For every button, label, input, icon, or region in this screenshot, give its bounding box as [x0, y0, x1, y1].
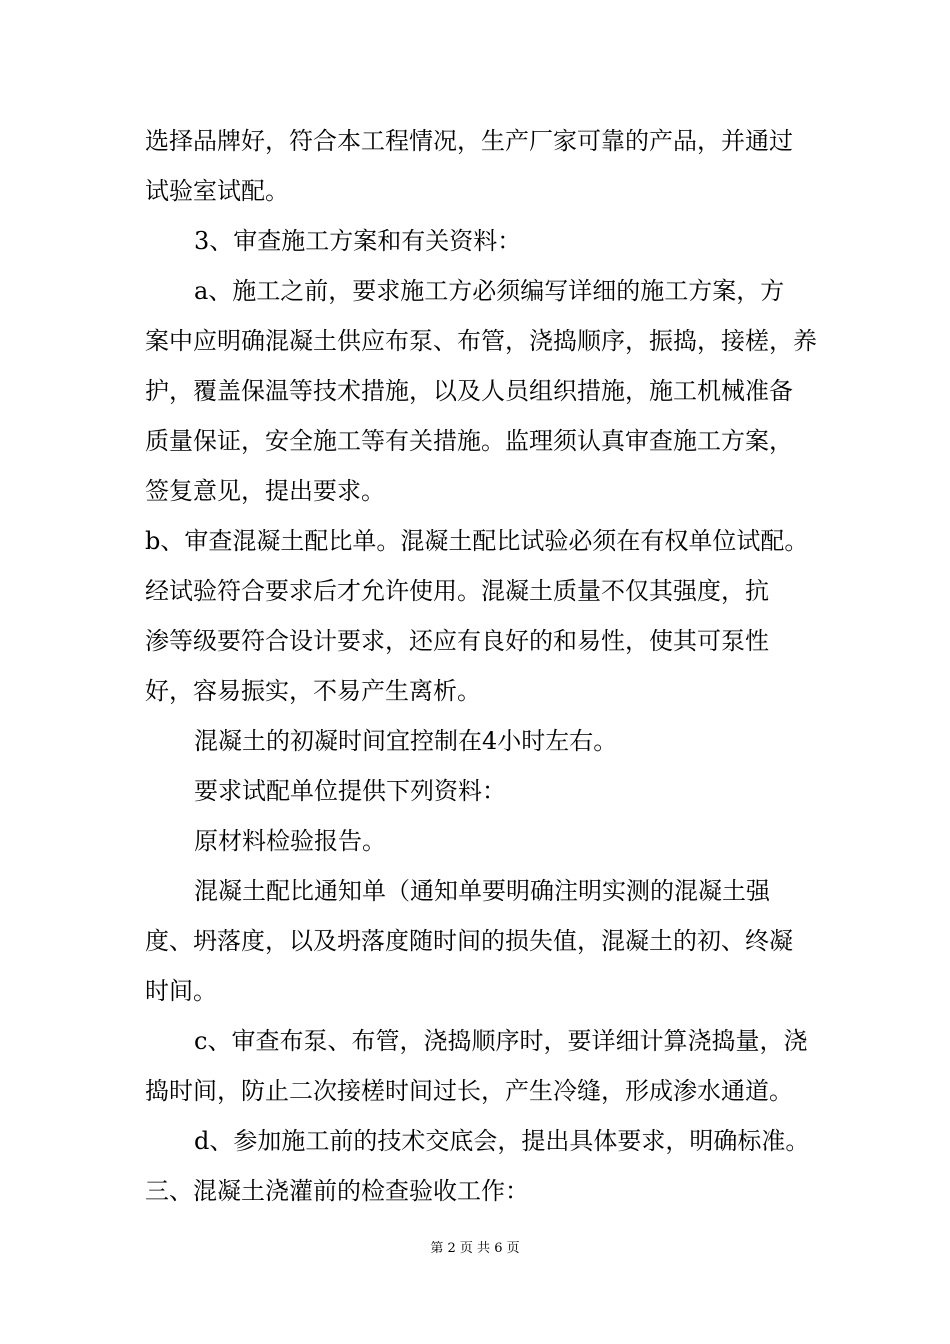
text-line: 时间。 — [145, 977, 217, 1005]
text-line: 经试验符合要求后才允许使用。混凝土质量不仅其强度，抗 — [145, 577, 769, 605]
text-line: 试验室试配。 — [145, 177, 289, 205]
text-line: 混凝土配比通知单（通知单要明确注明实测的混凝土强 — [194, 877, 770, 905]
text-line: 渗等级要符合设计要求，还应有良好的和易性，使其可泵性 — [145, 627, 769, 655]
text-line: a、施工之前，要求施工方必须编写详细的施工方案，方 — [194, 277, 785, 305]
text-line: 案中应明确混凝土供应布泵、布管，浇捣顺序，振捣，接槎，养 — [145, 327, 817, 355]
section-heading: 三、混凝土浇灌前的检查验收工作： — [145, 1177, 529, 1205]
text-line: c、审查布泵、布管，浇捣顺序时，要详细计算浇捣量，浇 — [194, 1027, 808, 1055]
text-line: 要求试配单位提供下列资料： — [194, 777, 506, 805]
section-heading: 3、审查施工方案和有关资料： — [194, 227, 522, 255]
page-footer — [0, 1240, 950, 1258]
text-line: 混凝土的初凝时间宜控制在4小时左右。 — [194, 727, 618, 755]
text-line: b、审查混凝土配比单。混凝土配比试验必须在有权单位试配。 — [145, 527, 809, 555]
page-number-label: 第 2 页 共 6 页 — [430, 1241, 520, 1256]
document-body — [145, 116, 825, 1216]
text-line: 原材料检验报告。 — [194, 827, 386, 855]
text-line: 好，容易振实，不易产生离析。 — [145, 677, 481, 705]
text-line: 度、坍落度，以及坍落度随时间的损失值，混凝土的初、终凝 — [145, 927, 793, 955]
text-line: 选择品牌好，符合本工程情况，生产厂家可靠的产品，并通过 — [145, 127, 793, 155]
text-line: 质量保证，安全施工等有关措施。监理须认真审查施工方案， — [145, 427, 793, 455]
text-line: d、参加施工前的技术交底会，提出具体要求，明确标准。 — [194, 1127, 810, 1155]
text-line: 签复意见，提出要求。 — [145, 477, 385, 505]
text-line: 捣时间，防止二次接槎时间过长，产生冷缝，形成渗水通道。 — [145, 1077, 793, 1105]
text-line: 护，覆盖保温等技术措施，以及人员组织措施，施工机械准备 — [145, 377, 793, 405]
